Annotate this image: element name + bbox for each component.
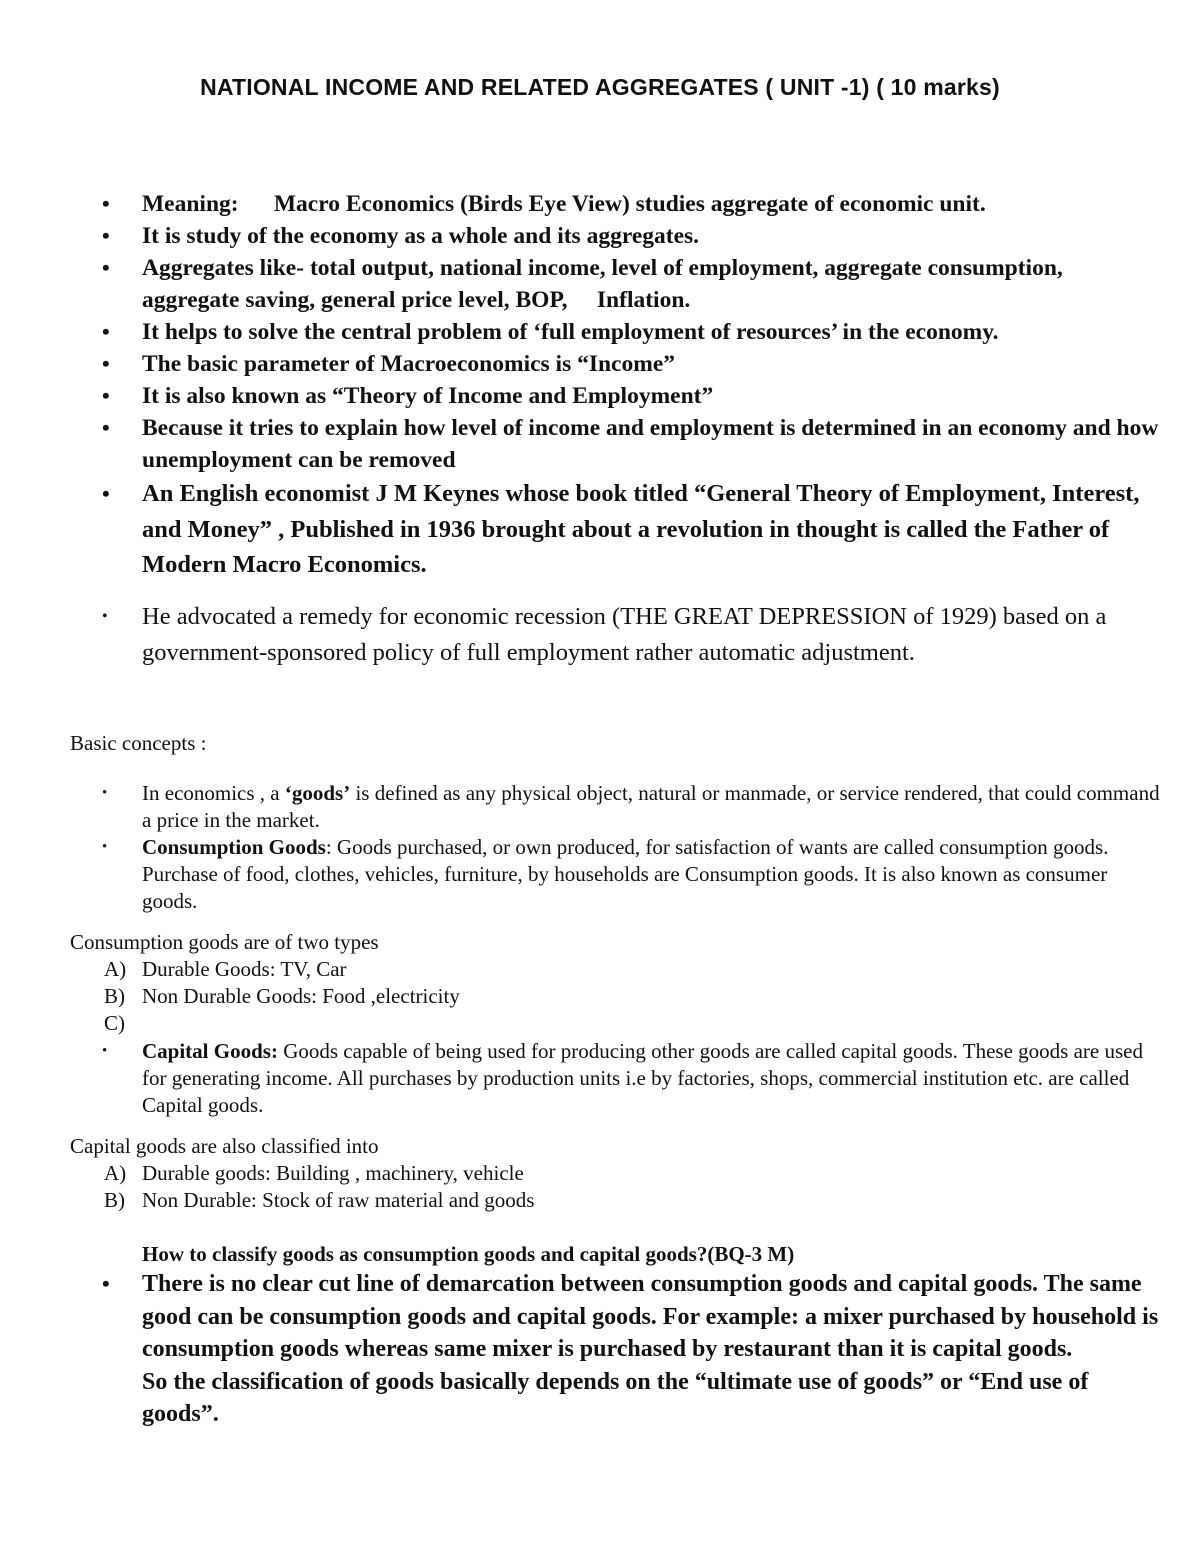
list-letter: B): [104, 984, 125, 1008]
list-item: • Aggregates like- total output, national income, level of employment, aggregate consumption, aggregate saving, general price level, BOP, Inflation.: [102, 252, 1162, 316]
answer-paragraph: There is no clear cut line of demarcation between consumption goods and capital goods. The same good can be consumption goods and capital goods. For example: a mixer purchased by household is consumption goods whereas same mixer is purchased by restaurant than it is capital goods.: [142, 1271, 1159, 1362]
list-item: • It is also known as “Theory of Income and Employment”: [102, 380, 1162, 412]
list-letter: A): [104, 957, 127, 981]
bullet-icon: •: [102, 351, 110, 376]
bullet-icon: •: [102, 1271, 110, 1296]
section-heading-basic-concepts: Basic concepts :: [70, 731, 207, 755]
section-heading-consumption-types: Consumption goods are of two types: [70, 930, 379, 954]
list-item: • An English economist J M Keynes whose book titled “General Theory of Employment, Interest, and Money” , Published in 1936 brought about a revolution in thought is called the Father of Modern Macro Economics.: [102, 476, 1162, 583]
bullet-icon: •: [102, 191, 110, 216]
list-item: B) Non Durable Goods: Food ,electricity: [104, 984, 460, 1008]
list-item: [104, 1010, 460, 1037]
bullet-icon: •: [102, 383, 110, 408]
term-goods: ‘goods’: [284, 781, 351, 805]
intro-bullet-list: [102, 188, 1162, 671]
bullet-icon: •: [102, 839, 108, 855]
list-item: A) Durable Goods: TV, Car: [104, 957, 347, 981]
list-letter: B): [104, 1188, 125, 1212]
list-item: • Consumption Goods: Goods purchased, or own produced, for satisfaction of wants are called consumption goods. Purchase of food, clothes, vehicles, furniture, by households are Consumption goods. It is also known as consumer goods.: [102, 835, 1109, 913]
bullet-icon: •: [102, 415, 110, 440]
term-consumption-goods: Consumption Goods: [142, 835, 326, 859]
list-item: • He advocated a remedy for economic recession (THE GREAT DEPRESSION of 1929) based on a government-sponsored policy of full employment rather automatic adjustment.: [102, 599, 1162, 671]
bullet-icon: •: [102, 223, 110, 248]
list-item: • Meaning: Macro Economics (Birds Eye View) studies aggregate of economic unit.: [102, 188, 1162, 220]
list-item: [102, 1268, 1162, 1431]
consumption-types-list: [104, 956, 460, 1037]
list-letter: A): [104, 1161, 127, 1185]
list-item: • It is study of the economy as a whole and its aggregates.: [102, 220, 1162, 252]
answer-conclusion: So the classification of goods basically depends on the “ultimate use of goods” or “End use of goods”.: [142, 1368, 1089, 1427]
bullet-icon: •: [102, 607, 108, 625]
bullet-icon: •: [102, 785, 108, 801]
bullet-icon: •: [102, 1043, 108, 1059]
question-heading: How to classify goods as consumption goods and capital goods?(BQ-3 M): [142, 1242, 795, 1266]
list-item: • Capital Goods: Goods capable of being used for producing other goods are called capital goods. These goods are used for generating income. All purchases by production units i.e by factories, shops, commercial institution etc. are called Capital goods.: [102, 1039, 1149, 1117]
list-item: A) Durable goods: Building , machinery, vehicle: [104, 1161, 524, 1185]
capital-types-list: [104, 1160, 534, 1214]
term-capital-goods: Capital Goods:: [142, 1039, 278, 1063]
list-item: • In economics , a ‘goods’ is defined as any physical object, natural or manmade, or service rendered, that could command a price in the market.: [102, 781, 1160, 832]
page-title: NATIONAL INCOME AND RELATED AGGREGATES ( UNIT -1) ( 10 marks): [200, 74, 1000, 100]
bullet-icon: •: [102, 255, 110, 280]
list-item: • Because it tries to explain how level of income and employment is determined in an economy and how unemployment can be removed: [102, 412, 1162, 476]
list-item: • It helps to solve the central problem of ‘full employment of resources’ in the economy.: [102, 316, 1162, 348]
concepts-bullet-list: [102, 780, 1162, 915]
section-heading-capital-types: Capital goods are also classified into: [70, 1134, 379, 1158]
bullet-icon: •: [102, 481, 110, 506]
list-letter: C): [104, 1011, 125, 1035]
bullet-icon: •: [102, 319, 110, 344]
list-item: • The basic parameter of Macroeconomics is “Income”: [102, 348, 1162, 380]
list-item: B) Non Durable: Stock of raw material and goods: [104, 1188, 535, 1212]
capital-bullet-list: [102, 1038, 1162, 1119]
answer-bullet-list: [102, 1268, 1162, 1431]
